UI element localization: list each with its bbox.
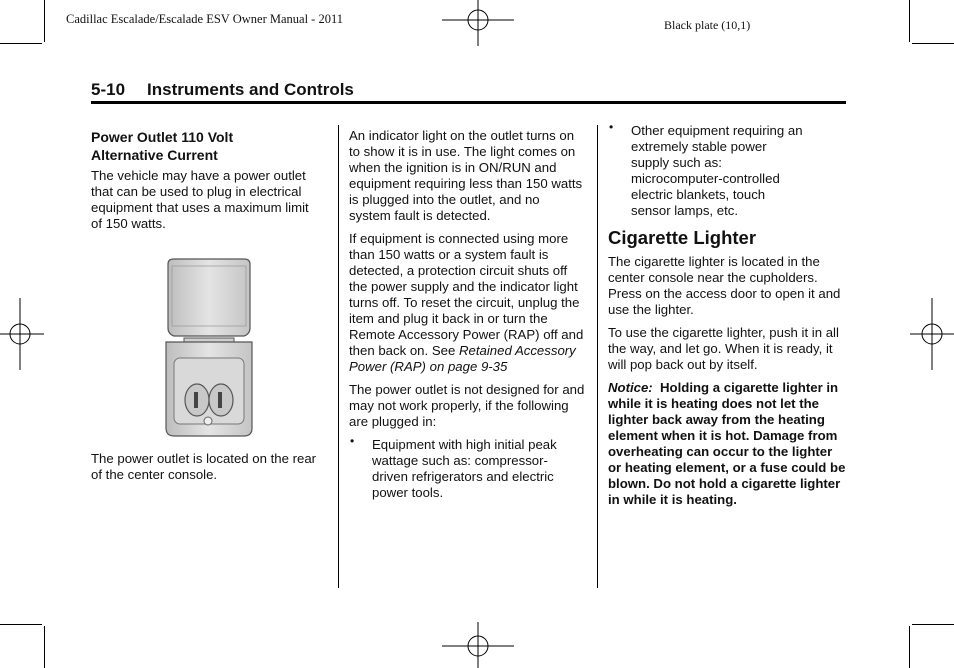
- power-outlet-illustration: [164, 258, 254, 438]
- column-2: [349, 128, 585, 508]
- plate-label: Black plate (10,1): [664, 18, 751, 32]
- list-item-text: Equipment with high initial peak wattage such as: compressor-driven refrigerators and electric power tools.: [372, 437, 557, 500]
- registration-mark-left: [0, 298, 44, 370]
- notice-label: Notice:: [608, 380, 653, 395]
- heading-line: Alternative Current: [91, 147, 218, 163]
- registration-mark-bottom: [442, 622, 514, 668]
- paragraph: To use the cigarette lighter, push it in all the way, and let go. When it is ready, it will pop back out by itself.: [608, 325, 839, 372]
- heading-line: Power Outlet 110 Volt: [91, 129, 234, 145]
- notice-text: Holding a cigarette lighter in while it is heating does not let the lighter back away from the heating element when it is hot. Damage from overheating can occur to the lighter or heating element, or a fuse could be blown. Do not hold a cigarette lighter in while it is heating.: [608, 380, 846, 507]
- list-item: [349, 434, 585, 501]
- paragraph: The power outlet is located on the rear of the center console.: [91, 451, 317, 482]
- paragraph: The vehicle may have a power outlet that can be used to plug in electrical equipment that uses a maximum limit of 150 watts.: [91, 168, 309, 231]
- paragraph: The power outlet is not designed for and may not work properly, if the following are plugged in:: [349, 382, 585, 429]
- list-item-text: Other equipment requiring an extremely stable power supply such as: microcomputer-controlled electric blankets, touch sensor lamps, etc.: [631, 123, 803, 218]
- crop-mark: [909, 626, 910, 668]
- list-item: [608, 120, 846, 219]
- section-title: Instruments and Controls: [147, 80, 354, 99]
- manual-title: Cadillac Escalade/Escalade ESV Owner Manual - 2011: [66, 12, 343, 26]
- column-1: [91, 128, 319, 239]
- registration-mark-top: [442, 0, 514, 46]
- bullet-icon: •: [350, 434, 355, 448]
- power-outlet-heading: [91, 128, 319, 164]
- paragraph-text: If equipment is connected using more than 150 watts or a system fault is detected, a protection circuit shuts off the power supply and the indicator light turns off. To reset the circuit, unplug the item and plug it back in or turn the Remote Accessory Power (RAP) off and then back on. See: [349, 231, 584, 358]
- column-divider: [597, 125, 598, 588]
- section-header: [91, 80, 354, 100]
- cigarette-lighter-heading: Cigarette Lighter: [608, 227, 757, 248]
- registration-mark-right: [910, 298, 954, 370]
- section-rule: [91, 101, 846, 104]
- crop-mark: [0, 43, 42, 44]
- paragraph: The cigarette lighter is located in the center console near the cupholders. Press on the access door to open it and use the lighter.: [608, 254, 841, 317]
- paragraph: [349, 231, 585, 375]
- page-number: 5-10: [91, 80, 126, 99]
- crop-mark: [909, 0, 910, 42]
- column-1-lower: [91, 451, 319, 490]
- cross-reference-link[interactable]: Retained Accessory Power (RAP) on page 9-35: [349, 343, 576, 374]
- notice-paragraph: [608, 380, 846, 508]
- column-divider: [338, 125, 339, 588]
- crop-mark: [44, 0, 45, 42]
- crop-mark: [0, 624, 42, 625]
- bullet-icon: •: [609, 120, 614, 134]
- paragraph: An indicator light on the outlet turns on to show it is in use. The light comes on when the ignition is in ON/RUN and equipment requiring less than 150 watts is plugged into the outlet, and no system fault is detected.: [349, 128, 583, 223]
- crop-mark: [912, 43, 954, 44]
- crop-mark: [44, 626, 45, 668]
- column-3: [608, 120, 846, 515]
- crop-mark: [912, 624, 954, 625]
